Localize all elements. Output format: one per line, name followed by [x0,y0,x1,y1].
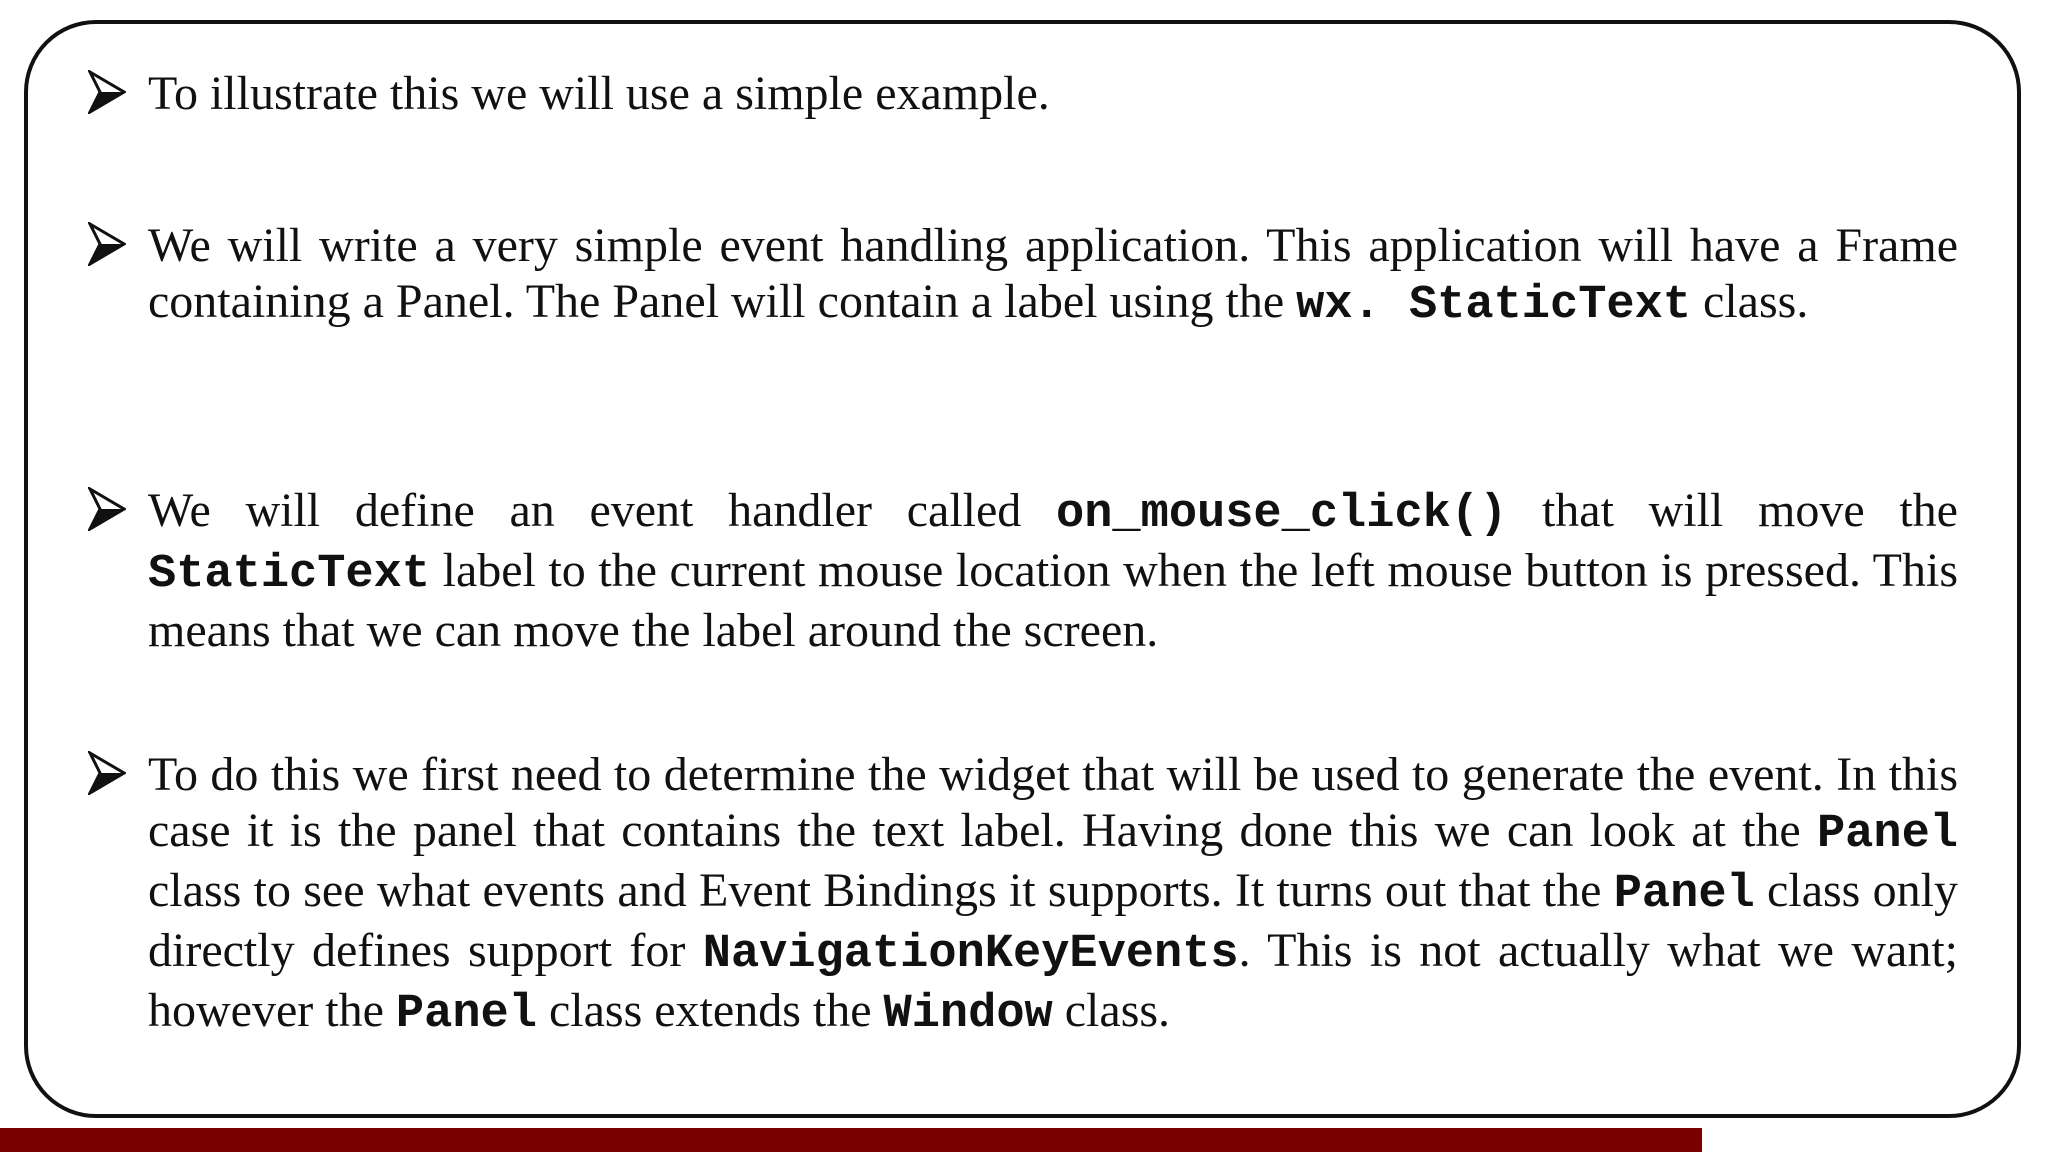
code-window: Window [883,988,1053,1041]
bottom-accent-bar [0,1128,1702,1152]
code-panel: Panel [1816,808,1958,861]
code-wx-statictext: wx. StaticText [1296,279,1692,332]
code-on-mouse-click: on_mouse_click() [1056,488,1508,541]
bullet-text-4: To do this we first need to determine the widget that will be used to generate the event. In this case it is the panel that contains the text label. Having done this we can look at the Panel class to see what events and Event Bindings it supports. It turns out that the Panel class only directly defines support for NavigationKeyEvents. This is not actually what we want; however the Panel class extends the Window class. [148,748,1959,1041]
bullet-item-1 [88,66,1958,122]
arrowhead-bullet-icon [88,487,126,531]
bullet-item-4 [88,747,1958,1043]
arrowhead-bullet-icon [88,70,126,114]
arrowhead-bullet-icon [88,751,126,795]
code-statictext: StaticText [148,548,431,601]
code-panel: Panel [1613,868,1755,921]
code-navigationkeyevents: NavigationKeyEvents [702,928,1239,981]
arrowhead-bullet-icon [88,222,126,266]
code-panel: Panel [395,988,537,1041]
bullet-item-3 [88,483,1958,659]
bullet-text-3: We will define an event handler called on_mouse_click() that will move the StaticText label to the current mouse location when the left mouse button is pressed. This means that we can move the label around the screen. [148,484,1958,657]
bullet-item-2 [88,218,1958,334]
bullet-text-1: To illustrate this we will use a simple example. [148,67,1050,120]
bullet-text-2: We will write a very simple event handling application. This application will have a Frame containing a Panel. The Panel will contain a label using the wx. StaticText class. [148,219,1958,332]
